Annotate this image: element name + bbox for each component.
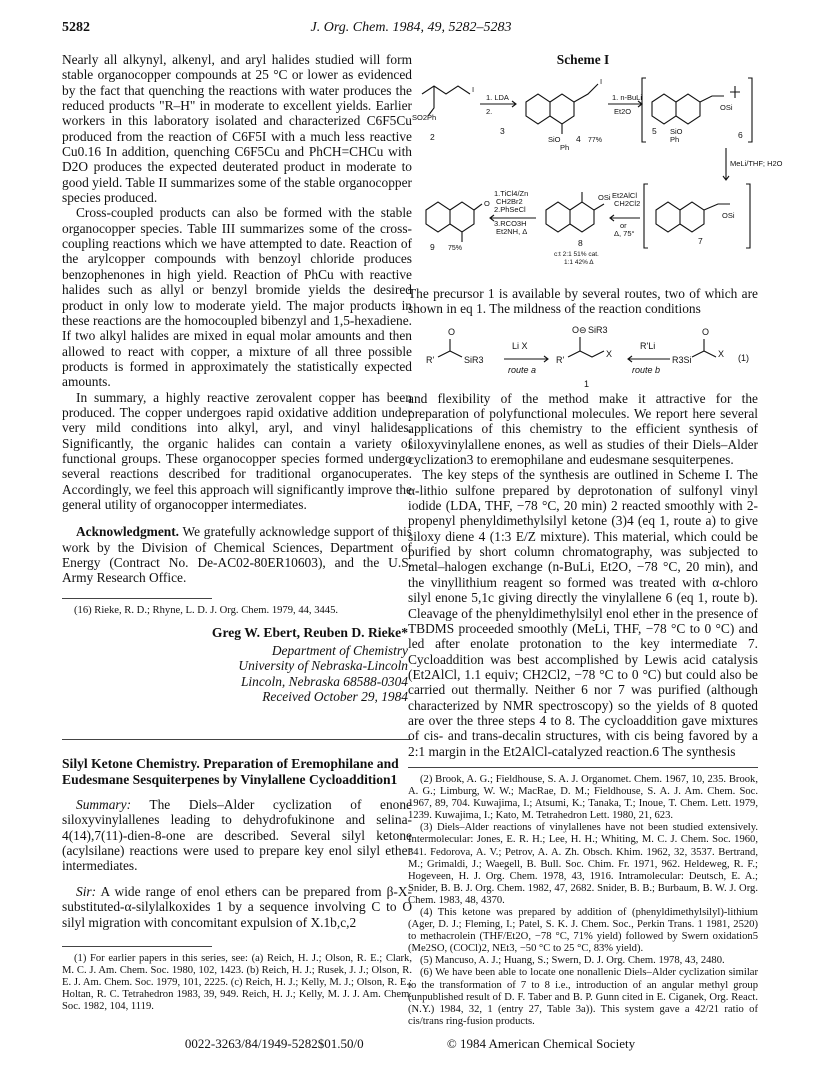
footnote-6: (6) We have been able to locate one nonallenic Diels–Alder cyclization similar to the transformation of 7 to 8 i.e., introduction of an angular methyl group (unpublished result of D. F. Taber and B. P. Gunn cited in E. Ciganek, Org. React. (N.Y.) 1984, 32, 1 (entry 27, Table 3a)). This system gave a 42/21 ratio of cis/trans ring-fusion products. xyxy=(408,967,758,1027)
eq-r3si: R3Si xyxy=(672,354,692,365)
sir-paragraph xyxy=(62,884,412,930)
equation-drawing xyxy=(408,317,758,391)
running-header xyxy=(62,20,760,40)
paragraph: and flexibility of the method make it attractive for the preparation of polyfunctional molecules. We report here several applications of this chemistry to the efficient synthesis of siloxyvinylallene enones, as well as studies of their Diels–Alder cyclization3 to eremophilane and eudesmane sesquiterpenes. xyxy=(408,390,758,468)
eq-sir3-mid: SiR3 xyxy=(588,324,608,335)
eq-r-prime-mid: R' xyxy=(556,354,565,365)
received-date: Received October 29, 1984 xyxy=(262,689,408,705)
bond xyxy=(574,84,598,102)
reagent-ether: Et2O xyxy=(614,107,632,116)
bond xyxy=(594,204,604,210)
footnote-1: (1) For earlier papers in this series, see: (a) Reich, H. J.; Olson, R. E.; Clark, M. C. J. Am. Chem. Soc. 1980, 102, 1423. (b) Reich, H. J.; Rusek, J. J.; Olson, R. E. J. Am. Chem. Soc. 1979, 101, 2225. (c) Reich, H. J.; Kelly, M. J.; Olson, R. E.; Holtan, R. C. Tetrahedron 1983, 39, 949. Reich, H. J.; Kelly, M. J. J. Am. Chem. Soc. 1982, 104, 1119. xyxy=(62,952,412,1013)
article-title: Silyl Ketone Chemistry. Preparation of Eremophilane and Eudesmane Sesquiterpenes by Vinylallene Cycloaddition1 xyxy=(62,756,399,787)
bond xyxy=(700,96,724,102)
compound-4-label: 4 xyxy=(576,134,581,144)
scheme-i-figure xyxy=(408,72,783,282)
reagent-buli: 1. n-BuLi xyxy=(612,93,643,102)
paragraph: Cross-coupled products can also be formed with the stable organocopper species. Table III summarizes some of the cross-coupling reactions which we have attempted to date. Reaction of the arylcopper compounds with benzoyl chloride produces benzophenones in high yield. Reaction of PhCu with reactive halides such as allyl or benzyl bromide yields the desired product in only low to moderate yield. The major products in these reactions are the homocoupled bibenzyl and 1,5-hexadiene. If two alkyl halides are mixed in equal molar amounts and then allowed to react with copper, a mixture of all three possible products is formed in approximately the statistically expected amounts. xyxy=(62,205,412,390)
scheme-title: Scheme I xyxy=(556,52,610,67)
compound-6-label: 6 xyxy=(738,130,743,140)
publication-code: 0022-3263/84/1949-5282$01.50/0 xyxy=(184,1036,364,1051)
paragraph: The precursor 1 is available by several routes, two of which are shown in eq 1. The mildness of the reaction conditions xyxy=(408,286,758,317)
eq-r-prime: R' xyxy=(426,354,435,365)
oxygen-label: O xyxy=(484,199,490,208)
copyright: © 1984 American Chemical Society xyxy=(446,1036,636,1051)
yield-4: 77% xyxy=(588,137,603,144)
equation-1 xyxy=(408,317,758,391)
affiliation-address: Lincoln, Nebraska 68588-0304 xyxy=(240,673,408,689)
ph-label: Ph xyxy=(670,135,680,144)
compound-2-label: 2 xyxy=(430,132,435,142)
ring xyxy=(450,202,474,232)
bond xyxy=(438,351,462,357)
eq-oxygen: O xyxy=(448,326,456,337)
footnote-2: (2) Brook, A. G.; Fieldhouse, S. A. J. Organomet. Chem. 1967, 10, 235. Brook, A. G.; Limburg, W. W.; MacRae, D. M.; Fieldhouse, S. A. J. Am. Chem. Soc. 1967, 89, 704. Kuwajima, I.; Atsumi, K.; Tanaka, T.; Inoue, T. Chem. Lett. 1979, 1239. Kuwajima, I.; Kato, M. Tetrahedron Lett. 1980, 21, 623. xyxy=(408,773,758,822)
eq-rli: R'Li xyxy=(640,340,656,351)
osi-label: OSi xyxy=(722,211,735,220)
reagent-lda: 1. LDA xyxy=(486,93,509,102)
yield-8-catalyzed: c:t 2:1 51% cat. xyxy=(554,251,599,258)
affiliation-university: University of Nebraska-Lincoln xyxy=(238,658,408,674)
ring xyxy=(676,94,700,124)
bond xyxy=(428,86,434,116)
bond xyxy=(474,204,482,210)
osi-label: OSi xyxy=(598,193,611,202)
bracket xyxy=(644,184,648,248)
eq-o-minus: O⊖ xyxy=(572,324,587,335)
affiliation-department: Department of Chemistry xyxy=(271,642,408,658)
compound-7-label: 7 xyxy=(698,236,703,246)
eq-x-right: X xyxy=(718,348,725,359)
footnote-rule xyxy=(62,598,212,599)
so2ph-label: SO2Ph xyxy=(412,113,437,122)
reagent-ticl4: 1.TiCl4/Zn xyxy=(494,189,529,198)
bond xyxy=(422,86,470,94)
paragraph: The key steps of the synthesis are outlined in Scheme I. The α-lithio sulfone prepared by deprotonation of sulfonyl vinyl iodide (LDA, THF, −78 °C, 20 min) 2 reacted smoothly with 2-propenyl phenyldimethylsilyl ketone (3)4 (eq 1, route a) to give siloxy diene 4 (1:3 E/Z mixture). This material, which could be purified by short column chromatography, was subjected to metal–halogen exchange (n-BuLi, Et2O, −78 °C, 20 min), and the vinyllithium reagent so formed was treated with α-chloro silyl enone 5,1c giving directly the vinylallene 6 (eq 1, route b). Cleavage of the phenyldimethylsilyl enol ether in the presence of TBDMS proceeded smoothly (MeLi, THF, −78 °C to 0 °C) and led after enolate protonation to the key intermediate 7. Cycloaddition was best accomplished by Lewis acid catalysis (Et2AlCl, 1.1 equiv; CH2Cl2, −78 °C to 0 °C) but could also be carried out thermally. Neither 6 nor 7 was purified (although characterized by NMR spectroscopy) so the yields of 8 quoted are over the three steps 4 to 8. The cycloaddition gave mixtures of cis- and trans-decalin structures, with cis being favored by a 2:1 margin in the Et2AlCl-catalyzed reaction.6 The synthesis xyxy=(408,467,758,759)
bracket xyxy=(642,78,646,142)
bond xyxy=(704,204,730,210)
ring xyxy=(550,94,574,124)
left-column xyxy=(62,52,412,1013)
compound-5-label: 5 xyxy=(652,126,657,136)
compound-8-label: 8 xyxy=(578,238,583,248)
sio-label: SiO xyxy=(670,127,683,136)
iodide-label: I xyxy=(600,77,603,86)
bracket xyxy=(746,184,750,248)
sio-label: SiO xyxy=(548,135,561,144)
osi-label: OSi xyxy=(720,103,733,112)
right-column xyxy=(408,52,783,1028)
compound-3-label: 3 xyxy=(500,126,505,136)
ph-label: Ph xyxy=(560,143,570,152)
page-footer xyxy=(0,1036,820,1052)
eq-oxygen-right: O xyxy=(702,326,710,337)
ring xyxy=(426,202,450,232)
footnote-rule xyxy=(408,767,758,768)
ring xyxy=(656,202,680,232)
eq-number: (1) xyxy=(738,352,749,363)
ring xyxy=(546,202,570,232)
reagent-ch2cl2: CH2Cl2 xyxy=(614,199,641,208)
summary-text: The Diels–Alder cyclization of enone siloxyvinylallenes leading to dehydrofukinone and selina-4(14),7(11)-dien-8-one are described. Several silyl ketone (acylsilane) reactions were used to prepare key enol silyl ether intermediates. xyxy=(62,797,412,874)
compound-9-label: 9 xyxy=(430,242,435,252)
reagent-phsecl: 2.PhSeCl xyxy=(494,205,526,214)
ring xyxy=(680,202,704,232)
silyl xyxy=(730,86,740,98)
scheme-drawing xyxy=(408,72,783,282)
author-line: Greg W. Ebert, Reuben D. Rieke* xyxy=(211,624,408,640)
eq-route-b: route b xyxy=(632,364,661,375)
iodide-label: I xyxy=(472,85,475,94)
reagent-or: or xyxy=(620,221,627,230)
reagent-ch2br2: CH2Br2 xyxy=(496,197,523,206)
footnote-3: (3) Diels–Alder reactions of vinylallenes have not been studied extensively. Intermolecular: Jones, E. R. H.; Lee, H. H.; Whiting, M. C. J. Chem. Soc. 1960, 341. Fedorova, A. V.; Petrov, A. A. Zh. Obsch. Khim. 1962, 32, 3537. Bertrand, M.; Grimaldi, J.; Waegell, B. Bull. Soc. Chim. Fr. 1971, 962. Heldeweg, R. F.; Hogeveen, H. J. Org. Chem. 1978, 43, 1916. Intramolecular: Deutsch, E. A.; Snider, B. B. J. Org. Chem. 1982, 47, 2682. Snider, B. B.; Burbaum, B. W. J. Org. Chem. 1983, 48, 4370. xyxy=(408,822,758,906)
paragraph: In summary, a highly reactive zerovalent copper has been produced. The copper undergoes rapid oxidative addition under very mild conditions into alkyl, aryl, and vinyl halides. Significantly, the organic halides can contain a variety of functional groups. These organocopper species formed undergo several reactions described for traditional organocuperates. Accordingly, we feel this approach will significantly improve the general utility of organocopper intermediates. xyxy=(62,389,412,512)
yield-8-thermal: 1:1 42% Δ xyxy=(564,259,594,266)
section-rule xyxy=(62,739,412,740)
footnote-16: (16) Rieke, R. D.; Rhyne, L. D. J. Org. Chem. 1979, 44, 3445. xyxy=(74,604,339,616)
footnote-5: (5) Mancuso, A. J.; Huang, S.; Swern, D. J. Org. Chem. 1978, 43, 2480. xyxy=(420,955,725,967)
reagent-et2alcl: Et2AlCl xyxy=(612,191,638,200)
footnote-rule xyxy=(62,946,212,947)
reagent-meli: MeLi/THF; H2O xyxy=(730,159,783,168)
ring xyxy=(570,202,594,232)
reagent-et2nh: Et2NH, Δ xyxy=(496,227,528,236)
acknowledgment-label: Acknowledgment. xyxy=(76,524,180,540)
ring xyxy=(526,94,550,124)
sir-text: A wide range of enol ethers can be prepared from β-X-substituted-α-silylalkoxides 1 by a sequence involving C to O silyl migration with concomitant expulsion of X.1b,c,2 xyxy=(62,883,412,930)
eq-lix: Li X xyxy=(512,340,528,351)
reagent-silyl: 2. xyxy=(486,107,493,116)
acknowledgment-text: We gratefully acknowledge support of this work by the Division of Chemical Sciences, Department of Energy (Contract No. De-AC02-80ER10603), and the U.S. Army Research Office. xyxy=(62,524,412,586)
yield-9: 75% xyxy=(448,245,463,252)
eq-x-mid: X xyxy=(606,348,613,359)
summary xyxy=(62,797,412,874)
page-number: 5282 xyxy=(62,20,90,35)
bond xyxy=(692,351,716,357)
bracket xyxy=(748,78,752,142)
paragraph: Nearly all alkynyl, alkenyl, and aryl halides studied will form stable organocopper compounds at 25 °C or lower as evidenced by the fact that quenching the reactions with water produces the reduced products "R–H" in moderate to excellent yields. Earlier workers in this laboratory isolated and characterized C6F5Cu produced from the reaction of C6F5I with a much less reactive Cu0.16 In addition, quenching C6F5Cu and PhCH=CHCu with D2O produces the expected deuterated product in moderate to good yield. Table II summarizes some of the stable organocopper species produced. xyxy=(62,52,412,206)
acknowledgment xyxy=(62,524,412,585)
sir-label: Sir: xyxy=(76,883,97,899)
reagent-heat: Δ, 75° xyxy=(614,229,635,238)
eq-route-a: route a xyxy=(508,364,537,375)
eq-sir3: SiR3 xyxy=(464,354,484,365)
bond xyxy=(568,351,604,357)
summary-label: Summary: xyxy=(76,797,132,813)
reagent-rco3h: 3.RCO3H xyxy=(494,219,527,228)
ring xyxy=(652,94,676,124)
journal-citation: J. Org. Chem. 1984, 49, 5282–5283 xyxy=(310,20,512,35)
eq-compound-1: 1 xyxy=(584,378,590,389)
footnote-4: (4) This ketone was prepared by addition of (phenyldimethylsilyl)-lithium (Ager, D. J.; Fleming, I.; Patel, S. K. J. Chem. Soc., Perkin Trans. 1 1981, 2520) to methacrolein (THF/Et2O, −78 °C, 71% yield) followed by Swern oxidation5 (Me2SO, (COCl)2, NEt3, −50 °C to 25 °C, 83% yield). xyxy=(408,906,758,955)
